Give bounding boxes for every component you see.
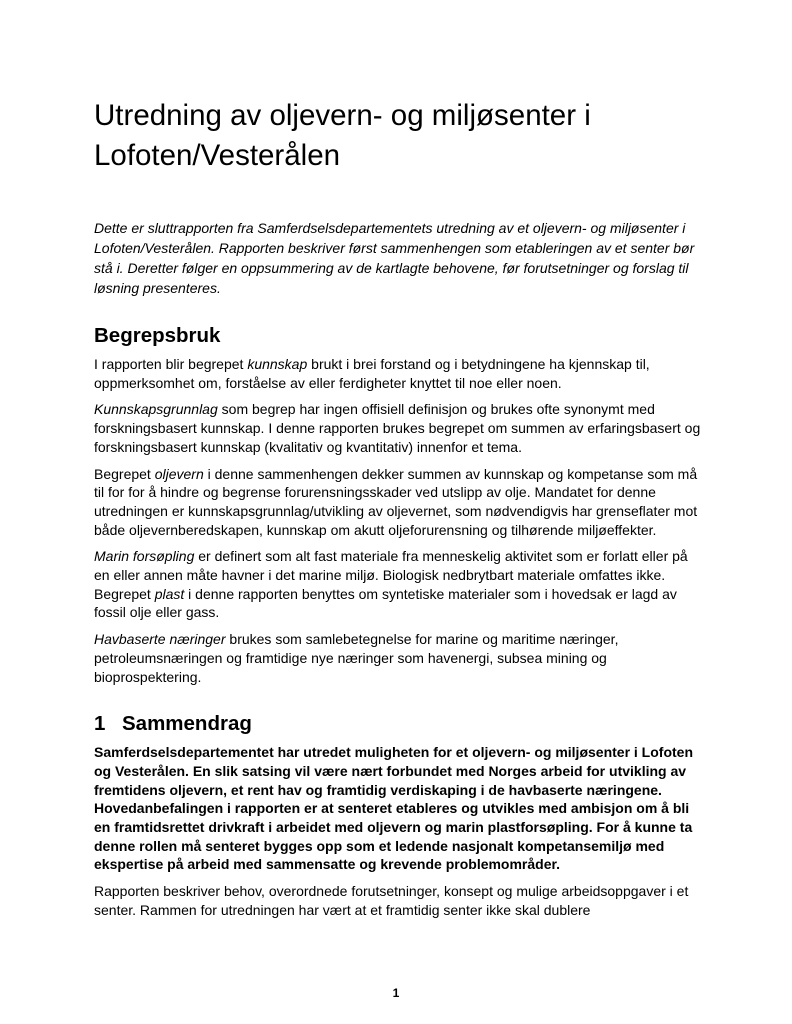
paragraph-kunnskap: I rapporten blir begrepet kunnskap brukt i brei forstand og i betydningene ha kjennskap til, oppmerksomhet om, forståelse av eller ferdigheter knyttet til noe eller noen. bbox=[94, 356, 650, 391]
paragraph-havbaserte-naeringer: Havbaserte næringer brukes som samlebetegnelse for marine og maritime næringer, petroleumsnæringen og framtidige nye næringer som havenergi, subsea mining og bioprospektering. bbox=[94, 631, 619, 685]
section-title: Sammendrag bbox=[122, 712, 252, 736]
section-heading-begrepsbruk: Begrepsbruk bbox=[94, 324, 221, 347]
section-heading-sammendrag bbox=[94, 711, 704, 737]
document-page bbox=[94, 96, 704, 928]
document-title bbox=[94, 96, 704, 176]
title-line-2: Lofoten/Vesterålen bbox=[94, 139, 341, 172]
section-number: 1 bbox=[94, 712, 106, 736]
paragraph-marin-forsopling: Marin forsøpling er definert som alt fast materiale fra menneskelig aktivitet som er forlatt eller på en eller annen måte havner i det marine miljø. Biologisk nedbrytbart materiale omfattes ikke. Begrepet plast i denne rapporten benyttes om syntetiske materialer som i hovedsak er lagd av fossil olje eller gass. bbox=[94, 548, 688, 621]
summary-paragraph: Rapporten beskriver behov, overordnede forutsetninger, konsept og mulige arbeidsoppgaver i et senter. Rammen for utredningen har vært at et framtidig senter ikke skal dublere bbox=[94, 883, 689, 918]
intro-paragraph: Dette er sluttrapporten fra Samferdselsdepartementets utredning av et oljevern- og miljøsenter i Lofoten/Vesterålen. Rapporten beskriver først sammenhengen som etableringen av et senter bør stå i. Deretter følger en oppsummering av de kartlagte behovene, før forutsetninger og forslag til løsning presenteres. bbox=[94, 220, 695, 296]
title-line-1: Utredning av oljevern- og miljøsenter i bbox=[94, 99, 591, 132]
paragraph-oljevern: Begrepet oljevern i denne sammenhengen dekker summen av kunnskap og kompetanse som må til for for å hindre og begrense forurensningsskader ved utslipp av olje. Mandatet for denne utredningen er kunnskapsgrunnlag/utvikling av oljevernet, som nødvendigvis har grenseflater mot både oljevernberedskapen, kunnskap om akutt oljeforurensning og tilhørende miljøeffekter. bbox=[94, 465, 698, 538]
summary-bold-paragraph: Samferdselsdepartementet har utredet muligheten for et oljevern- og miljøsenter i Lofoten og Vesterålen. En slik satsing vil være nært forbundet med Norges arbeid for utvikling av fremtidens oljevern, et rent hav og framtidig verdiskaping i de havbaserte næringene. Hovedanbefalingen i rapporten er at senteret etableres og utvikles med ambisjon om å bli en framtidsrettet drivkraft i arbeidet med oljevern og marin plastforsøpling. For å kunne ta denne rollen må senteret bygges opp som et ledende nasjonalt kompetansemiljø med ekspertise på arbeid med sammensatte og krevende problemområder. bbox=[94, 744, 693, 873]
paragraph-kunnskapsgrunnlag: Kunnskapsgrunnlag som begrep har ingen offisiell definisjon og brukes ofte synonymt med forskningsbasert kunnskap. I denne rapporten brukes begrepet om summen av erfaringsbasert og forskningsbasert kunnskap (kvalitativ og kvantitativ) innenfor et tema. bbox=[94, 401, 701, 455]
page-number: 1 bbox=[392, 986, 400, 1000]
